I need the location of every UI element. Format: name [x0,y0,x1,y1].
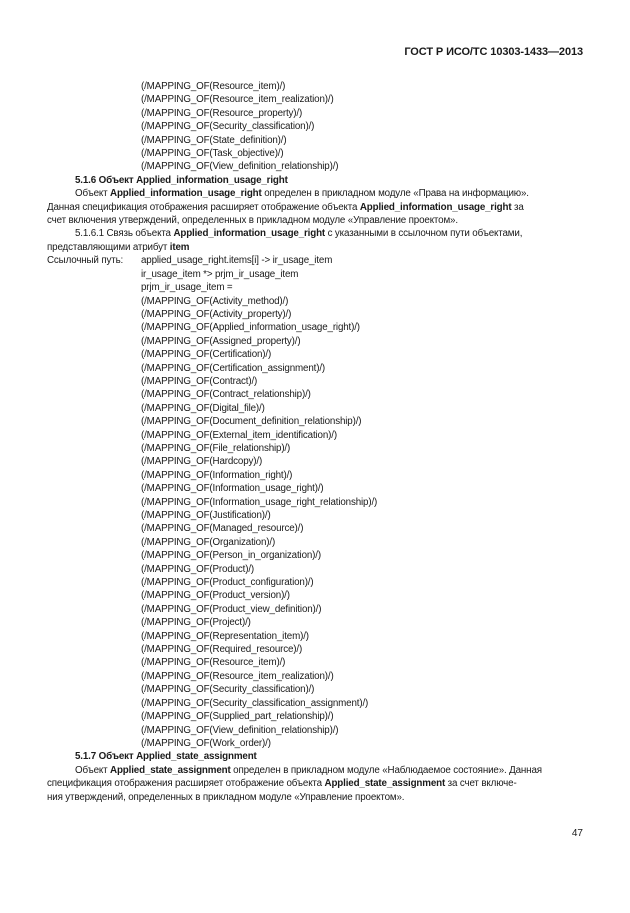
reference-path-lines [141,254,377,750]
paragraph-5-1-7-line-1: Объект Applied_state_assignment определен в прикладном модуле «Наблюдаемое состояние». Данная [75,764,542,776]
ref-line: (/MAPPING_OF(Contract)/) [141,375,258,387]
ref-line: (/MAPPING_OF(Project)/) [141,617,251,629]
ref-line: (/MAPPING_OF(Supplied_part_relationship)/) [141,711,334,723]
mapping-line: (/MAPPING_OF(View_definition_relationship)/) [141,161,339,173]
ref-line: (/MAPPING_OF(Product_view_definition)/) [141,603,322,615]
ref-line: (/MAPPING_OF(Work_order)/) [141,737,271,749]
mapping-list-top [47,80,583,174]
paragraph-5-1-7-line-3: ния утверждений, определенных в прикладном модуле «Управление проектом». [47,791,405,803]
ref-line: (/MAPPING_OF(Document_definition_relationship)/) [141,416,362,428]
section-heading-5-1-7: 5.1.7 Объект Applied_state_assignment [75,751,257,763]
ref-line: ir_usage_item *> prjm_ir_usage_item [141,268,299,280]
page-header: ГОСТ Р ИСО/ТС 10303-1433—2013 [404,46,583,58]
page-body [47,80,583,804]
reference-path [47,254,583,750]
ref-line: (/MAPPING_OF(Required_resource)/) [141,644,303,656]
ref-line: (/MAPPING_OF(Security_classification)/) [141,684,315,696]
section-heading-5-1-6: 5.1.6 Объект Applied_information_usage_right [75,174,288,186]
ref-line: (/MAPPING_OF(Digital_file)/) [141,402,265,414]
paragraph-5-1-6-line-1: Объект Applied_information_usage_right определен в прикладном модуле «Права на информацию». [75,188,529,200]
mapping-line: (/MAPPING_OF(Security_classification)/) [141,121,315,133]
ref-line: applied_usage_right.items[i] -> ir_usage_item [141,255,333,267]
ref-line: (/MAPPING_OF(Assigned_property)/) [141,335,301,347]
mapping-line: (/MAPPING_OF(Task_objective)/) [141,148,284,160]
ref-line: (/MAPPING_OF(Activity_method)/) [141,295,289,307]
paragraph-5-1-6-line-3: счет включения утверждений, определенных в прикладном модуле «Управление проектом». [47,215,458,227]
paragraph-5-1-6-1-line-1: 5.1.6.1 Связь объекта Applied_information_usage_right с указанными в ссылочном пути объектами, [75,228,523,240]
ref-line: (/MAPPING_OF(Product_version)/) [141,590,290,602]
ref-line: (/MAPPING_OF(Managed_resource)/) [141,523,304,535]
ref-line: (/MAPPING_OF(File_relationship)/) [141,442,291,454]
ref-line: (/MAPPING_OF(Organization)/) [141,536,276,548]
mapping-line: (/MAPPING_OF(State_definition)/) [141,134,287,146]
paragraph-5-1-6-line-2: Данная спецификация отображения расширяет отображение объекта Applied_information_usage_right за [47,201,524,213]
page-number: 47 [571,828,583,839]
ref-line: (/MAPPING_OF(Representation_item)/) [141,630,309,642]
ref-line: (/MAPPING_OF(Certification_assignment)/) [141,362,326,374]
ref-line: (/MAPPING_OF(Contract_relationship)/) [141,389,311,401]
ref-line: (/MAPPING_OF(Hardcopy)/) [141,456,263,468]
ref-line: (/MAPPING_OF(Resource_item)/) [141,657,286,669]
ref-line: (/MAPPING_OF(Activity_property)/) [141,308,292,320]
ref-line: (/MAPPING_OF(Applied_information_usage_right)/) [141,322,360,334]
paragraph-5-1-7-line-2: спецификация отображения расширяет отображение объекта Applied_state_assignment за счет включе- [47,778,517,790]
ref-line: prjm_ir_usage_item = [141,282,233,294]
reference-path-label: Ссылочный путь: [47,255,124,267]
mapping-line: (/MAPPING_OF(Resource_item_realization)/) [141,94,334,106]
ref-line: (/MAPPING_OF(Information_usage_right_relationship)/) [141,496,378,508]
ref-line: (/MAPPING_OF(Product_configuration)/) [141,577,314,589]
ref-line: (/MAPPING_OF(Information_usage_right)/) [141,483,324,495]
mapping-line: (/MAPPING_OF(Resource_item)/) [141,81,286,92]
ref-line: (/MAPPING_OF(Information_right)/) [141,469,293,481]
ref-line: (/MAPPING_OF(Justification)/) [141,510,271,521]
ref-line: (/MAPPING_OF(Certification)/) [141,349,272,361]
paragraph-5-1-6-1-line-2: представляющими атрибут item [47,241,190,253]
mapping-line: (/MAPPING_OF(Resource_property)/) [141,107,303,119]
ref-line: (/MAPPING_OF(Security_classification_assignment)/) [141,697,369,709]
ref-line: (/MAPPING_OF(Resource_item_realization)/) [141,670,334,682]
ref-line: (/MAPPING_OF(Person_in_organization)/) [141,550,321,562]
ref-line: (/MAPPING_OF(View_definition_relationship)/) [141,724,339,736]
ref-line: (/MAPPING_OF(External_item_identification)/) [141,429,337,441]
ref-line: (/MAPPING_OF(Product)/) [141,563,255,575]
